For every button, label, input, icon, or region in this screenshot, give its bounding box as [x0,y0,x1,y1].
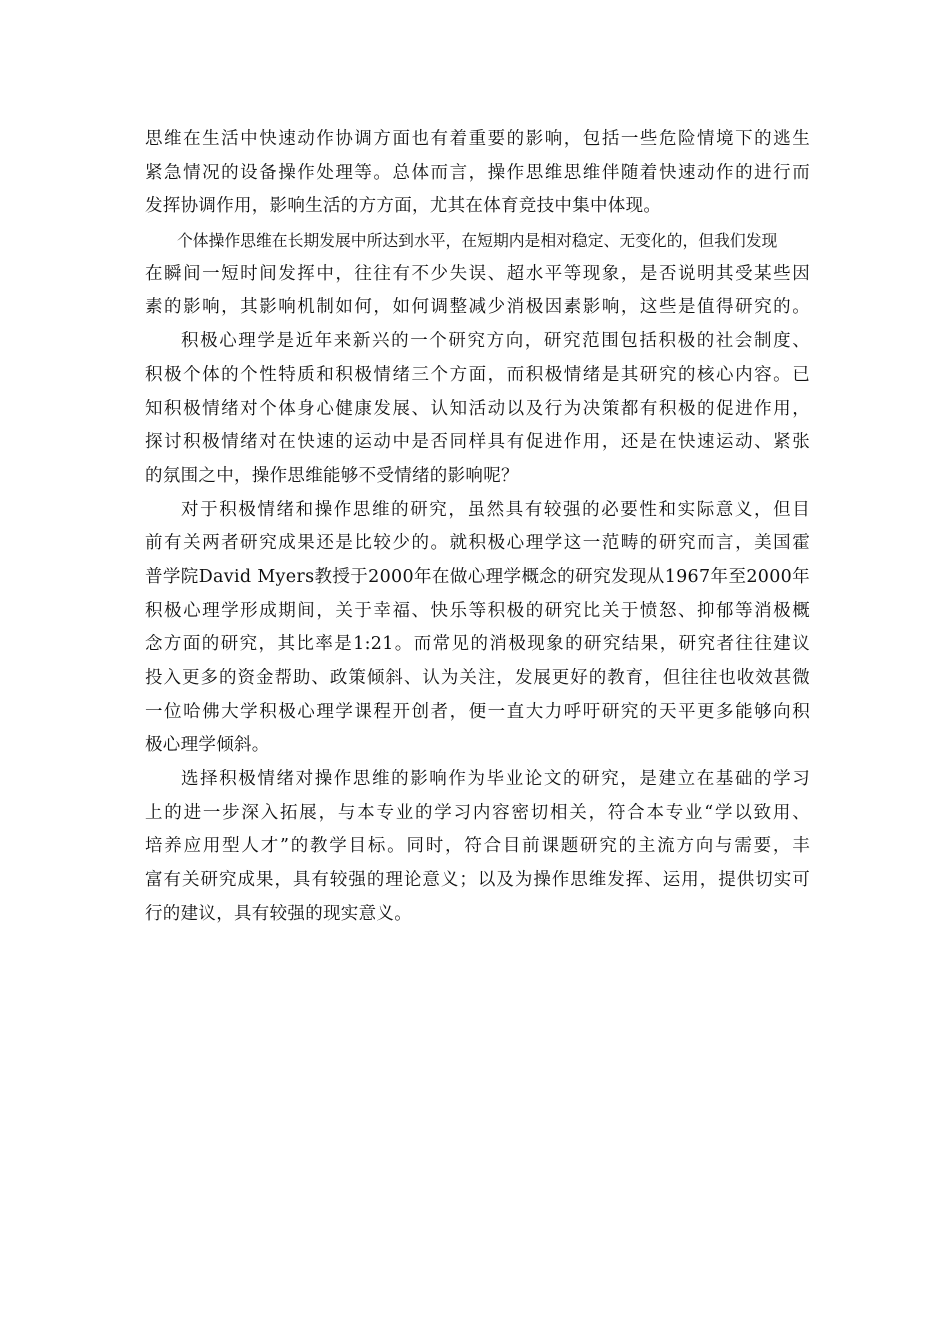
text-line: 行的建议，具有较强的现实意义。 [145,903,412,924]
text-line: 思维在生活中快速动作协调方面也有着重要的影响，包括一些危险情境下的逃生 [145,129,810,149]
text-line: 念方面的研究，其比率是1:21。而常见的消极现象的研究结果，研究者往往建议 [145,634,810,655]
text-line: 的氛围之中，操作思维能够不受情绪的影响呢？ [145,465,519,486]
paragraph-2 [145,224,810,325]
text-line: 极心理学倾斜。 [145,735,270,756]
text-line: 一位哈佛大学积极心理学课程开创者，便一直大力呼吁研究的天平更多能够向积 [145,701,810,722]
paragraph-3 [145,325,810,493]
text-line: 前有关两者研究成果还是比较少的。就积极心理学这一范畴的研究而言，美国霍 [145,533,810,554]
text-line: 发挥协调作用，影响生活的方方面，尤其在体育竞技中集中体现。 [145,196,662,217]
text-line: 积极个体的个性特质和积极情绪三个方面，而积极情绪是其研究的核心内容。已 [145,364,810,385]
text-line: 紧急情况的设备操作处理等。总体而言，操作思维思维伴随着快速动作的进行而 [145,162,810,183]
text-line: 选择积极情绪对操作思维的影响作为毕业论文的研究，是建立在基础的学习 [181,769,810,790]
text-line: 素的影响，其影响机制如何，如何调整减少消极因素影响，这些是值得研究的。 [145,297,810,318]
paragraph-5 [145,763,810,931]
text-line: 积极心理学形成期间，关于幸福、快乐等积极的研究比关于愤怒、抑郁等消极概 [145,600,810,621]
text-line: 在瞬间一短时间发挥中，往往有不少失误、超水平等现象，是否说明其受某些因 [145,263,810,284]
text-line: 上的进一步深入拓展，与本专业的学习内容密切相关，符合本专业“学以致用、 [145,802,810,823]
paragraph-1 [145,123,810,224]
text-line: 培养应用型人才”的教学目标。同时，符合目前课题研究的主流方向与需要，丰 [145,836,810,857]
text-line: 知积极情绪对个体身心健康发展、认知活动以及行为决策都有积极的促进作用， [145,398,810,419]
paragraph-4 [145,494,810,764]
text-line: 普学院David Myers教授于2000年在做心理学概念的研究发现从1967年至2000年 [145,566,810,587]
text-line: 富有关研究成果，具有较强的理论意义；以及为操作思维发挥、运用，提供切实可 [145,870,810,891]
text-line: 积极心理学是近年来新兴的一个研究方向，研究范围包括积极的社会制度、 [181,331,810,352]
text-line: 探讨积极情绪对在快速的运动中是否同样具有促进作用，还是在快速运动、紧张 [145,432,810,453]
body-text [145,123,810,932]
text-line: 投入更多的资金帮助、政策倾斜、认为关注，发展更好的教育，但往往也收效甚微 [145,668,810,688]
text-line: 个体操作思维在长期发展中所达到水平，在短期内是相对稳定、无变化的，但我们发现 [177,231,778,251]
text-line: 对于积极情绪和操作思维的研究，虽然具有较强的必要性和实际意义，但目 [181,499,810,520]
